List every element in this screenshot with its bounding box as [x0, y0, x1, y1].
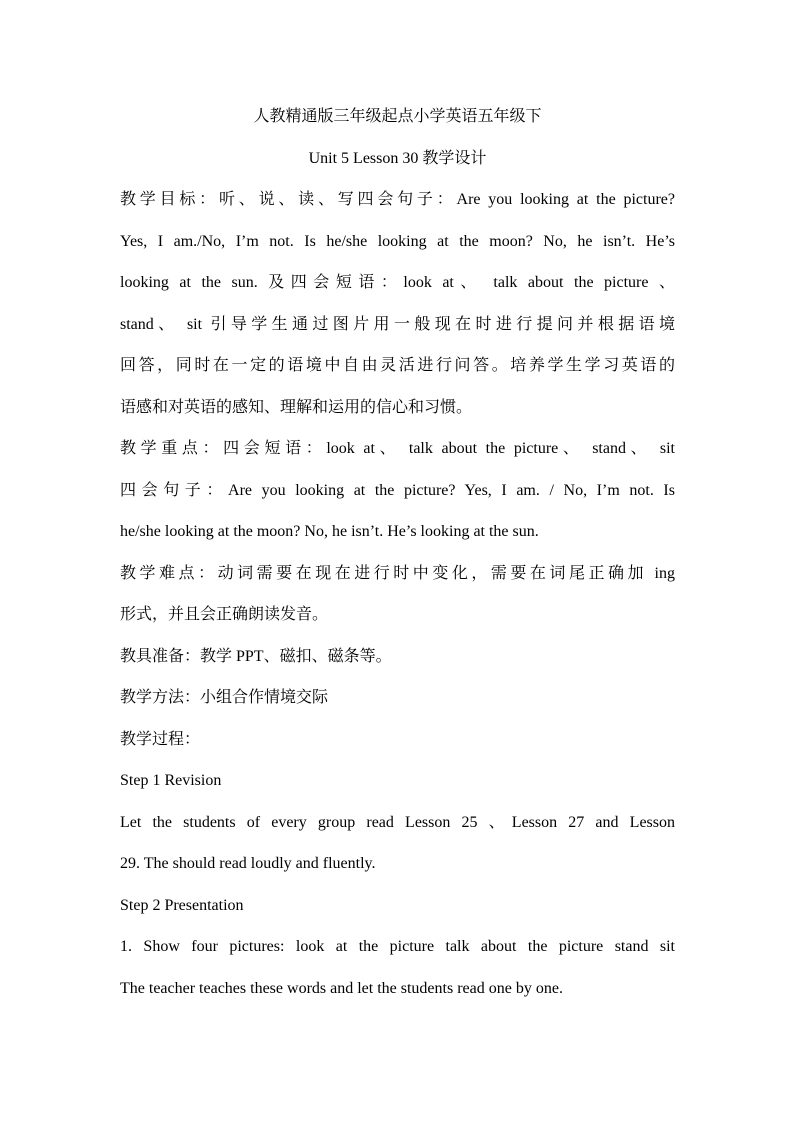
key-points-line-3: he/she looking at the moon? No, he isn’t. He’s looking at the sun.	[120, 523, 539, 540]
objectives-line-5: 回答，同时在一定的语境中自由灵活进行问答。培养学生学习英语的	[120, 357, 675, 374]
step-2-line-2: The teacher teaches these words and let the students read one by one.	[120, 979, 563, 997]
document-page	[120, 96, 675, 1009]
objectives-line-6: 语感和对英语的感知、理解和运用的信心和习惯。	[120, 398, 473, 416]
teaching-process-heading: 教学过程：	[120, 730, 201, 748]
key-points-line-1: 教学重点：四会短语：look at、 talk about the picture、 stand、 sit	[120, 440, 675, 457]
difficulties-line-1: 教学难点：动词需要在现在进行时中变化，需要在词尾正确加 ing	[120, 564, 675, 582]
key-points-line-2: 四会句子：Are you looking at the picture? Yes, I am. / No, I’m not. Is	[120, 481, 675, 499]
step-1-line-1: Let the students of every group read Lesson 25 、Lesson 27 and Lesson	[120, 813, 675, 831]
objectives-line-4: stand、 sit 引导学生通过图片用一般现在时进行提问并根据语境	[120, 315, 675, 333]
document-subtitle: Unit 5 Lesson 30 教学设计	[308, 149, 487, 167]
teaching-method: 教学方法：小组合作情境交际	[120, 689, 329, 706]
step-2-line-1: 1. Show four pictures: look at the picture talk about the picture stand sit	[120, 938, 675, 955]
objectives-line-3: looking at the sun. 及四会短语：look at、 talk about the picture 、	[120, 274, 675, 291]
difficulties-line-2: 形式，并且会正确朗读发音。	[120, 606, 329, 623]
objectives-line-2: Yes, I am./No, I’m not. Is he/she looking at the moon? No, he isn’t. He’s	[120, 232, 675, 250]
teaching-aids: 教具准备：教学 PPT、磁扣、磁条等。	[120, 647, 392, 665]
document-title: 人教精通版三年级起点小学英语五年级下	[253, 108, 542, 125]
step-2-heading: Step 2 Presentation	[120, 896, 244, 914]
step-1-heading: Step 1 Revision	[120, 772, 222, 789]
step-1-line-2: 29. The should read loudly and fluently.	[120, 855, 376, 872]
objectives-line-1: 教学目标：听、说、读、写四会句子：Are you looking at the picture?	[120, 191, 675, 208]
